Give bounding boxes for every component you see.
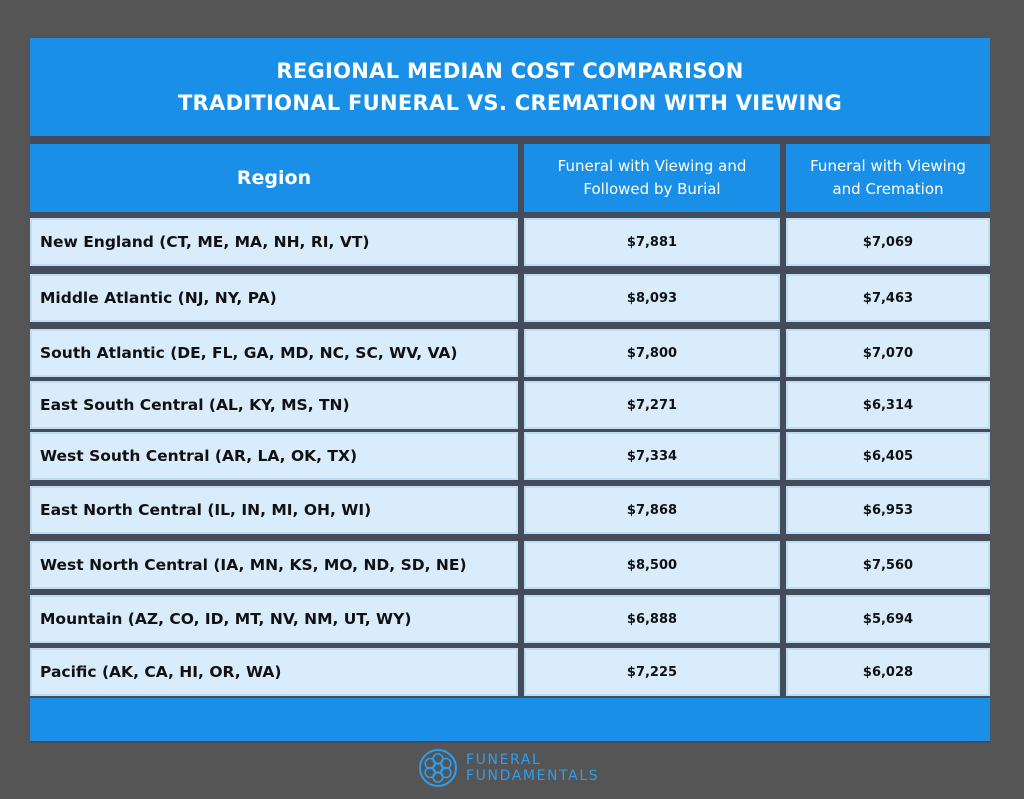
cremation-cost-cell-text: $6,314 [862, 397, 914, 413]
region-cell-text: Middle Atlantic (NJ, NY, PA) [40, 289, 277, 307]
cremation-cost-cell [786, 274, 990, 322]
region-cell-text: West South Central (AR, LA, OK, TX) [40, 447, 358, 465]
region-cell-text: New England (CT, ME, MA, NH, RI, VT) [40, 233, 370, 251]
header-cremation-line-2: and Cremation [832, 180, 944, 198]
burial-cost-cell-text: $7,225 [626, 664, 678, 680]
cremation-cost-cell [786, 486, 990, 534]
burial-cost-cell [524, 541, 780, 589]
burial-cost-cell-text: $7,868 [626, 502, 678, 518]
burial-cost-cell-text: $7,800 [626, 345, 678, 361]
region-cell [30, 432, 518, 480]
cremation-cost-cell-text: $7,069 [862, 234, 914, 250]
header-burial-line-2: Followed by Burial [583, 180, 721, 198]
burial-cost-cell [524, 648, 780, 696]
region-cell [30, 218, 518, 266]
table-title [30, 38, 990, 136]
header-burial [524, 144, 780, 212]
cost-comparison-table [30, 38, 990, 743]
cremation-cost-cell [786, 648, 990, 696]
burial-cost-cell [524, 218, 780, 266]
burial-cost-cell [524, 595, 780, 643]
globe-flower-icon [418, 748, 458, 788]
burial-cost-cell [524, 486, 780, 534]
cremation-cost-cell [786, 218, 990, 266]
cremation-cost-cell-text: $7,463 [862, 290, 914, 306]
cremation-cost-cell-text: $6,953 [862, 502, 914, 518]
cremation-cost-cell [786, 595, 990, 643]
header-region-label: Region [236, 167, 312, 189]
burial-cost-cell [524, 381, 780, 429]
region-cell [30, 381, 518, 429]
burial-cost-cell [524, 274, 780, 322]
region-cell-text: South Atlantic (DE, FL, GA, MD, NC, SC, WV, VA) [40, 344, 458, 362]
region-cell-text: East South Central (AL, KY, MS, TN) [40, 396, 350, 414]
region-cell-text: East North Central (IL, IN, MI, OH, WI) [40, 501, 372, 519]
cremation-cost-cell [786, 432, 990, 480]
region-cell [30, 329, 518, 377]
region-cell [30, 648, 518, 696]
logo-line-1: FUNERAL [466, 752, 542, 768]
burial-cost-cell-text: $8,093 [626, 290, 678, 306]
region-cell [30, 595, 518, 643]
cremation-cost-cell-text: $5,694 [862, 611, 914, 627]
cremation-cost-cell-text: $7,560 [862, 557, 914, 573]
region-cell-text: Mountain (AZ, CO, ID, MT, NV, NM, UT, WY) [40, 610, 412, 628]
burial-cost-cell [524, 329, 780, 377]
table-footer-band [30, 698, 990, 741]
burial-cost-cell-text: $8,500 [626, 557, 678, 573]
region-cell-text: Pacific (AK, CA, HI, OR, WA) [40, 663, 282, 681]
header-burial-line-1: Funeral with Viewing and [557, 157, 747, 175]
burial-cost-cell-text: $6,888 [626, 611, 678, 627]
funeral-fundamentals-logo [418, 748, 599, 788]
cremation-cost-cell [786, 329, 990, 377]
logo-line-2: FUNDAMENTALS [466, 768, 600, 784]
header-cremation-line-1: Funeral with Viewing [810, 157, 966, 175]
burial-cost-cell-text: $7,881 [626, 234, 678, 250]
burial-cost-cell [524, 432, 780, 480]
title-line-1: REGIONAL MEDIAN COST COMPARISON [276, 59, 744, 83]
logo-text [466, 752, 599, 784]
cremation-cost-cell-text: $6,028 [862, 664, 914, 680]
region-cell [30, 541, 518, 589]
title-line-2: TRADITIONAL FUNERAL VS. CREMATION WITH VIEWING [177, 91, 843, 115]
cremation-cost-cell-text: $6,405 [862, 448, 914, 464]
cremation-cost-cell [786, 381, 990, 429]
region-cell [30, 486, 518, 534]
header-cremation [786, 144, 990, 212]
burial-cost-cell-text: $7,271 [626, 397, 678, 413]
cremation-cost-cell [786, 541, 990, 589]
cremation-cost-cell-text: $7,070 [862, 345, 914, 361]
burial-cost-cell-text: $7,334 [626, 448, 678, 464]
header-region [30, 144, 518, 212]
region-cell-text: West North Central (IA, MN, KS, MO, ND, SD, NE) [40, 556, 467, 574]
region-cell [30, 274, 518, 322]
